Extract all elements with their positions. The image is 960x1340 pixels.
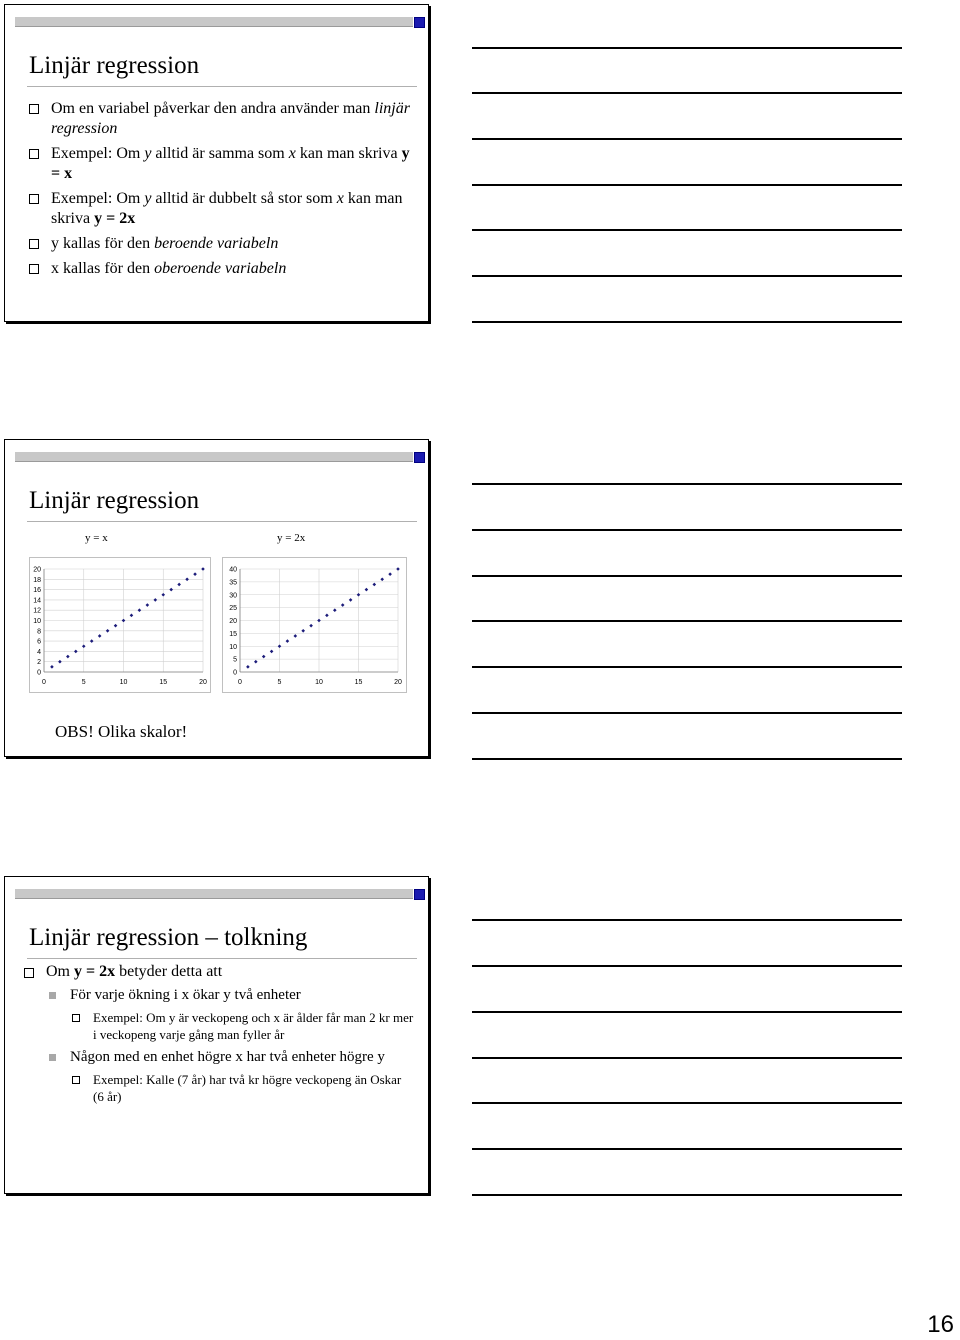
note-line — [472, 575, 902, 577]
note-line — [472, 321, 902, 323]
chart-svg-left — [30, 558, 210, 692]
data-point — [254, 660, 258, 664]
obs-note: OBS! Olika skalor! — [55, 722, 188, 741]
note-line — [472, 620, 902, 622]
text-run: Om en variabel påverkar den andra använder man — [51, 100, 375, 117]
y-tick-label: 25 — [229, 605, 237, 613]
note-line — [472, 1102, 902, 1104]
chart-svg-right — [223, 558, 406, 692]
data-point — [185, 578, 189, 582]
data-point — [325, 614, 329, 618]
note-line — [472, 919, 902, 921]
note-line — [472, 1011, 902, 1013]
note-line — [472, 483, 902, 485]
header-bar-grey — [15, 452, 413, 462]
data-point — [309, 624, 313, 628]
x-tick-label: 0 — [42, 679, 46, 686]
y-tick-label: 2 — [37, 659, 41, 667]
data-point — [138, 608, 142, 612]
y-tick-label: 16 — [33, 587, 41, 595]
y-tick-label: 40 — [229, 566, 237, 574]
header-bar-grey — [15, 889, 413, 899]
data-point — [82, 644, 86, 648]
note-line — [472, 184, 902, 186]
slide-header-bar — [15, 452, 425, 464]
y-tick-label: 12 — [33, 607, 41, 615]
y-tick-label: 10 — [229, 643, 237, 651]
data-point — [154, 598, 158, 602]
x-tick-label: 20 — [199, 679, 207, 686]
bullet-item — [29, 259, 419, 279]
text-run: alltid är dubbelt så stor som — [151, 190, 337, 207]
note-line — [472, 1148, 902, 1150]
tolkning-item-level-2 — [24, 986, 414, 1005]
chart-y-equals-x — [29, 557, 211, 693]
data-point — [106, 629, 110, 633]
y-tick-label: 20 — [229, 618, 237, 625]
note-line — [472, 138, 902, 140]
data-point — [349, 598, 353, 602]
note-line — [472, 529, 902, 531]
text-run: linjär regression — [51, 100, 410, 137]
bullet-item — [29, 189, 419, 229]
header-bar-square — [414, 889, 425, 900]
text-run: kan man skriva — [295, 145, 402, 162]
text-run: y — [144, 145, 152, 162]
chart-label-left: y = x — [85, 532, 108, 544]
note-line — [472, 666, 902, 668]
data-point — [365, 588, 369, 592]
slide-title: Linjär regression — [29, 52, 200, 79]
data-point — [380, 578, 384, 582]
data-point — [396, 567, 400, 571]
data-point — [169, 588, 173, 592]
text-run: Om — [46, 963, 74, 980]
data-point — [262, 655, 266, 659]
data-point — [278, 644, 282, 648]
data-point — [114, 624, 118, 628]
data-point — [201, 567, 205, 571]
data-point — [98, 634, 102, 638]
data-point — [357, 593, 361, 597]
data-point — [246, 665, 250, 669]
data-point — [341, 603, 345, 607]
y-tick-label: 14 — [33, 597, 41, 605]
data-point — [66, 655, 70, 659]
data-point — [122, 619, 126, 623]
x-tick-label: 10 — [119, 679, 128, 686]
tolkning-item-level-1 — [24, 962, 414, 982]
data-point — [58, 660, 62, 664]
y-tick-label: 0 — [233, 669, 237, 677]
text-run: kan man skriva — [51, 190, 403, 227]
text-run: y = x — [51, 145, 410, 182]
bullet-list — [29, 99, 419, 284]
text-run: y kallas för den — [51, 235, 155, 252]
data-point — [373, 583, 377, 587]
y-tick-label: 8 — [37, 628, 41, 636]
x-tick-label: 0 — [238, 679, 242, 686]
note-line — [472, 275, 902, 277]
note-line — [472, 1194, 902, 1196]
slide-title: Linjär regression – tolkning — [29, 924, 308, 951]
slide-header-bar — [15, 17, 425, 29]
data-point — [130, 614, 134, 618]
x-tick-label: 20 — [394, 679, 402, 686]
text-run: Exempel: Om y är veckopeng och x är ålder får man 2 kr mer i veckopeng varje gång man fyller år — [93, 1010, 414, 1042]
data-point — [177, 583, 181, 587]
text-run: x kallas för den — [51, 260, 155, 277]
tolkning-list — [24, 962, 414, 1110]
y-tick-label: 4 — [37, 648, 41, 656]
bullet-item — [29, 99, 419, 139]
y-tick-label: 6 — [37, 638, 41, 646]
header-bar-square — [414, 17, 425, 28]
y-tick-label: 15 — [229, 630, 237, 638]
bullet-item — [29, 234, 419, 254]
title-rule — [27, 86, 417, 87]
text-run: För varje ökning i x ökar y två enheter — [70, 987, 301, 1003]
text-run: y = 2x — [74, 963, 116, 980]
text-run: Exempel: Om — [51, 190, 145, 207]
data-point — [333, 608, 337, 612]
data-point — [286, 639, 290, 643]
x-tick-label: 15 — [159, 679, 168, 686]
text-run: betyder detta att — [115, 963, 223, 980]
data-point — [161, 593, 165, 597]
title-rule — [27, 958, 417, 959]
data-point — [74, 650, 78, 654]
chart-y-equals-2x — [222, 557, 407, 693]
y-tick-label: 20 — [33, 566, 41, 574]
data-point — [388, 572, 392, 576]
text-run: x — [288, 145, 296, 162]
note-line — [472, 712, 902, 714]
text-run: y — [144, 190, 152, 207]
data-point — [146, 603, 150, 607]
note-line — [472, 92, 902, 94]
note-line — [472, 758, 902, 760]
data-point — [301, 629, 305, 633]
text-run: Exempel: Om — [51, 145, 145, 162]
data-point — [317, 619, 321, 623]
x-tick-label: 5 — [277, 679, 282, 686]
text-run: Någon med en enhet högre x har två enheter högre y — [70, 1049, 385, 1065]
data-point — [50, 665, 54, 669]
slide-header-bar — [15, 889, 425, 901]
data-point — [294, 634, 298, 638]
x-tick-label: 15 — [354, 679, 363, 686]
y-tick-label: 35 — [229, 579, 237, 587]
data-point — [270, 650, 274, 654]
tolkning-item-level-3 — [24, 1009, 414, 1043]
x-tick-label: 10 — [315, 679, 323, 686]
slide-title: Linjär regression — [29, 487, 200, 514]
chart-label-right: y = 2x — [277, 532, 306, 544]
tolkning-item-level-3 — [24, 1071, 414, 1105]
title-rule — [27, 521, 417, 522]
tolkning-item-level-2 — [24, 1048, 414, 1067]
page-number: 16 — [927, 1311, 954, 1338]
header-bar-square — [414, 452, 425, 463]
text-run: Exempel: Kalle (7 år) har två kr högre veckopeng än Oskar (6 år) — [93, 1072, 402, 1104]
note-line — [472, 47, 902, 49]
y-tick-label: 30 — [229, 592, 237, 600]
y-tick-label: 5 — [233, 656, 237, 664]
header-bar-grey — [15, 17, 413, 27]
y-tick-label: 10 — [33, 618, 41, 625]
note-line — [472, 1057, 902, 1059]
bullet-item — [29, 144, 419, 184]
note-line — [472, 965, 902, 967]
text-run: x — [336, 190, 344, 207]
y-tick-label: 18 — [33, 576, 41, 584]
y-tick-label: 0 — [37, 669, 41, 677]
data-point — [193, 572, 197, 576]
slide-1 — [4, 4, 429, 322]
note-line — [472, 229, 902, 231]
text-run: alltid är samma som — [151, 145, 289, 162]
x-tick-label: 5 — [81, 679, 86, 686]
data-point — [90, 639, 94, 643]
text-run: oberoende variabeln — [154, 260, 287, 277]
text-run: y = 2x — [94, 210, 136, 227]
text-run: beroende variabeln — [154, 235, 279, 252]
